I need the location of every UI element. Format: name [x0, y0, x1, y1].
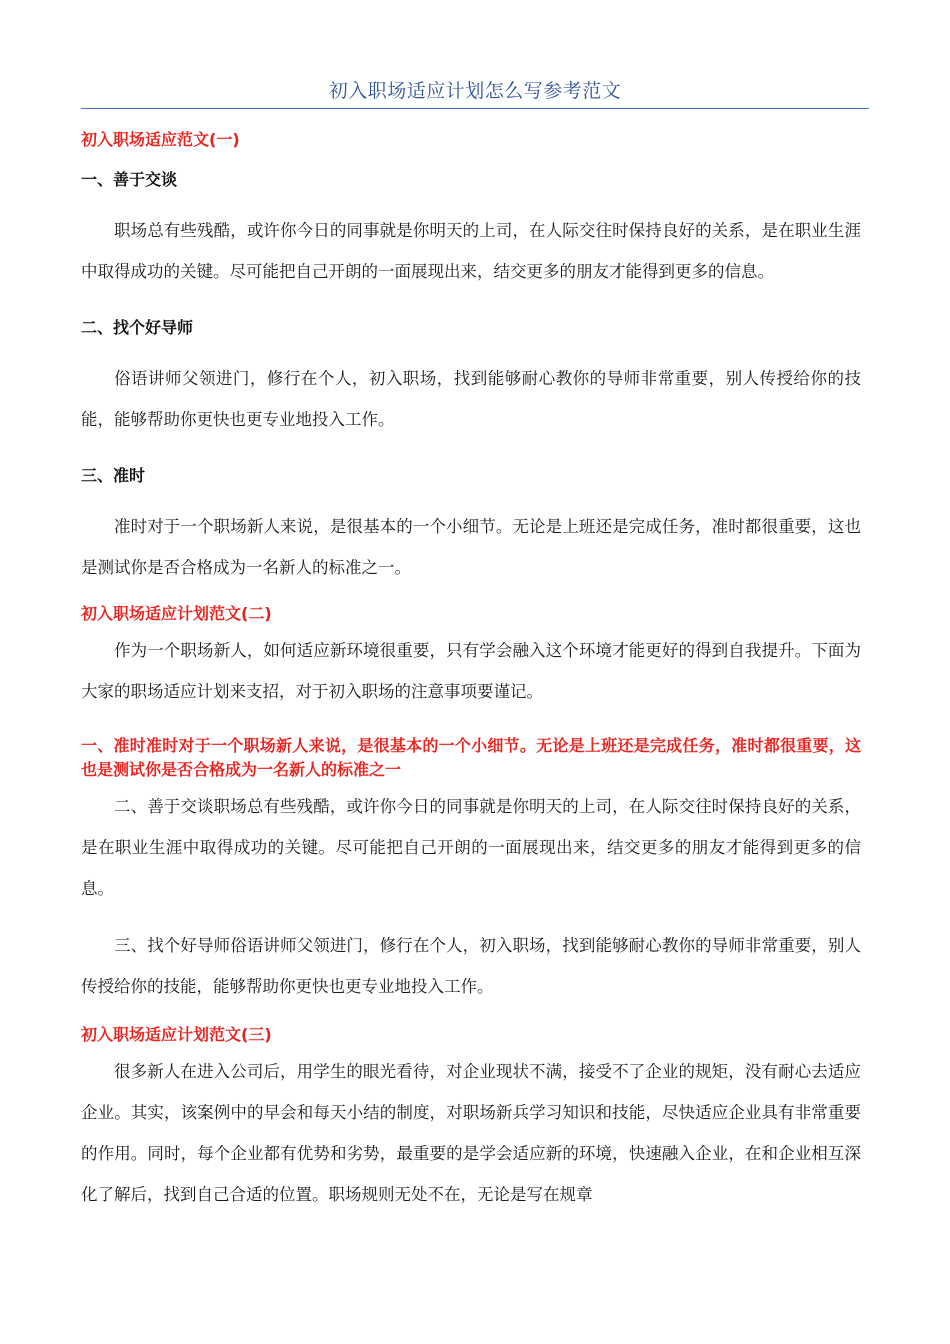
section-2-paragraph-3: 三、找个好导师俗语讲师父领进门，修行在个人，初入职场，找到能够耐心教你的导师非常重要，别人传授给你的技能，能够帮助你更快也更专业地投入工作。 [81, 936, 861, 996]
section-2-paragraph-2: 二、善于交谈职场总有些残酷，或许你今日的同事就是你明天的上司，在人际交往时保持良好的关系，是在职业生涯中取得成功的关键。尽可能把自己开朗的一面展现出来，结交更多的朋友才能得到更多的信息。 [81, 797, 861, 898]
section-2-paragraph-1: 作为一个职场新人，如何适应新环境很重要，只有学会融入这个环境才能更好的得到自我提升。下面为大家的职场适应计划来支招，对于初入职场的注意事项要谨记。 [81, 641, 861, 701]
section-1-paragraph-1: 职场总有些残酷，或许你今日的同事就是你明天的上司，在人际交往时保持良好的关系，是在职业生涯中取得成功的关键。尽可能把自己开朗的一面展现出来，结交更多的朋友才能得到更多的信息。 [81, 221, 861, 281]
document-title: 初入职场适应计划怎么写参考范文 [328, 80, 622, 102]
document-body [81, 122, 861, 1215]
section-2-highlight: 一、准时准时对于一个职场新人来说，是很基本的一个小细节。无论是上班还是完成任务，准时都很重要，这也是测试你是否合格成为一名新人的标准之一 [81, 736, 861, 779]
section-1-paragraph-3: 准时对于一个职场新人来说，是很基本的一个小细节。无论是上班还是完成任务，准时都很重要，这也是测试你是否合格成为一名新人的标准之一。 [81, 517, 861, 577]
section-2-title: 初入职场适应计划范文(二) [81, 604, 272, 623]
document-header [81, 78, 869, 109]
section-3-paragraph-1: 很多新人在进入公司后，用学生的眼光看待，对企业现状不满，接受不了企业的规矩，没有耐心去适应企业。其实，该案例中的早会和每天小结的制度，对职场新兵学习知识和技能，尽快适应企业具有非常重要的作用。同时，每个企业都有优势和劣势，最重要的是学会适应新的环境，快速融入企业，在和企业相互深化了解后，找到自己合适的位置。职场规则无处不在，无论是写在规章 [81, 1062, 861, 1204]
section-3-title: 初入职场适应计划范文(三) [81, 1025, 272, 1044]
section-1-heading-2: 二、找个好导师 [81, 318, 194, 337]
section-1-heading-1: 一、善于交谈 [81, 170, 178, 189]
section-1-title: 初入职场适应范文(一) [81, 130, 240, 149]
section-1-heading-3: 三、准时 [81, 466, 146, 485]
section-1-paragraph-2: 俗语讲师父领进门，修行在个人，初入职场，找到能够耐心教你的导师非常重要，别人传授给你的技能，能够帮助你更快也更专业地投入工作。 [81, 369, 861, 429]
